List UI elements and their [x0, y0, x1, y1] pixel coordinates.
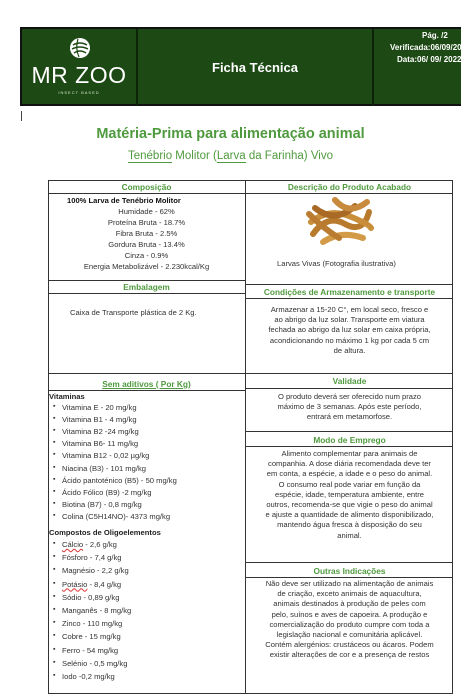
document-header — [20, 27, 471, 106]
vitamin-item: ▪ Vitamina E - 20 mg/kg — [62, 403, 137, 412]
row-divider — [48, 373, 453, 374]
section-heading: Composição — [121, 182, 172, 192]
composition-item: Energia Metabolizável - 2.230kcal/Kg — [83, 262, 210, 271]
composition-item: Fibra Bruta - 2.5% — [115, 229, 178, 238]
row-divider — [246, 431, 453, 432]
validity-text — [246, 392, 453, 423]
row-divider — [246, 298, 453, 299]
vitamin-item: ▪ Ácido Fólico (B9) -2 mg/kg — [62, 488, 151, 497]
usage-line: mantendo água fresca à disposição do seu — [277, 520, 422, 530]
section-heading: Modo de Emprego — [313, 435, 386, 445]
usage-line: outros, recomenda-se que vigie o peso do animal — [266, 500, 433, 510]
other-info-line: comercialização do produto cumpre com toda a — [269, 619, 430, 629]
row-divider — [246, 562, 453, 563]
other-info-line: de criação, exceto animais de aquacultura, — [277, 589, 422, 599]
usage-line: O consumo real pode variar em função da — [278, 479, 421, 489]
vitamin-item: ▪ Ácido pantoténico (B5) - 50 mg/kg — [62, 476, 177, 485]
row-divider — [48, 280, 245, 281]
trace-element-item: ▪ Iodo -0,2 mg/kg — [62, 672, 115, 681]
other-info-line: legislação nacional e comunitária aplicável. — [276, 630, 423, 640]
other-info-line: animais destinados à produção de peles com — [273, 599, 426, 609]
row-divider — [246, 577, 453, 578]
other-info-text — [246, 579, 453, 661]
usage-line: companhia. A dose diária recomendada deve ter — [268, 459, 431, 469]
composition-lead: 100% Larva de Tenébrio Molitor — [67, 196, 181, 205]
vitamin-item: ▪ Vitamina B12 - 0,02 µg/kg — [62, 451, 149, 460]
vitamins-label: Vitaminas — [49, 392, 85, 401]
storage-line: de altura. — [333, 345, 366, 355]
verified-date: Verificada:06/09/2022 — [390, 43, 471, 52]
section-heading: Validade — [332, 376, 367, 386]
logo-tagline: INSECT BASED — [58, 90, 100, 95]
logo-name: MR ZOO — [31, 62, 127, 88]
storage-line: acondicionando no máximo 1 kg por cada 5 cm — [269, 335, 430, 345]
subtitle-part: Larva — [216, 150, 246, 162]
row-divider — [246, 388, 453, 389]
storage-line: ao abrigo da luz solar. Transporte em viatura — [274, 315, 425, 325]
other-info-line: Não deve ser utilizado na alimentação de animais — [265, 579, 434, 588]
usage-line: e ajuste a quantidade de alimento disponibilizado, — [265, 510, 434, 520]
trace-element-item: ▪ Zinco - 110 mg/kg — [62, 619, 122, 628]
vitamin-item: ▪ Vitamina B6- 11 mg/kg — [62, 439, 138, 448]
other-info-line: existir alterações de cor e a presença de restos — [269, 650, 430, 660]
mealworm-photo — [305, 194, 375, 248]
row-divider — [246, 284, 453, 285]
trace-elements-label: Compostos de Oligoelementos — [49, 528, 161, 537]
validity-line: entrará em metamorfose. — [306, 412, 393, 422]
issue-date: Data:06/ 09/ 2022 — [397, 55, 462, 64]
usage-line: animal. — [337, 530, 362, 540]
vitamin-item: ▪ Biotina (B7) - 0,8 mg/kg — [62, 500, 142, 509]
storage-line: fechada ao abrigo da luz solar em caixa própria, — [268, 325, 431, 335]
other-info-line: Contém alergénios: crustáceos ou ácaros. Podem — [265, 640, 434, 650]
trace-element-item: ▪ Cálcio - 2,6 g/kg — [62, 540, 117, 549]
other-info-line: pelo, suínos e aves de capoeira. A produção e — [271, 609, 428, 619]
product-caption: Larvas Vivas (Fotografia ilustrativa) — [277, 259, 396, 268]
document-type: Ficha Técnica — [138, 29, 374, 106]
storage-line: Armazenar a 15-20 C°, em local seco, fresco e — [270, 305, 429, 314]
usage-line: Alimento complementar para animais de — [281, 449, 418, 458]
brand-logo — [22, 29, 138, 106]
trace-element-item: ▪ Selénio - 0,5 mg/kg — [62, 659, 127, 668]
row-divider — [48, 193, 453, 194]
composition-item: Humidade - 62% — [118, 207, 175, 216]
document-meta — [376, 29, 471, 107]
section-heading: Embalagem — [123, 282, 170, 292]
trace-element-item: ▪ Manganês - 8 mg/kg — [62, 606, 131, 615]
page-number: Pág. /2 — [422, 31, 448, 40]
trace-element-item: ▪ Cobre - 15 mg/kg — [62, 632, 121, 641]
usage-line: espécie, idade, temperatura ambiente, entre — [274, 489, 424, 499]
page-subtitle — [0, 150, 461, 162]
trace-element-item: ▪ Ferro - 54 mg/kg — [62, 646, 118, 655]
row-divider — [48, 390, 245, 391]
row-divider — [246, 446, 453, 447]
section-heading: Condições de Armazenamento e transporte — [263, 287, 436, 297]
row-divider — [48, 293, 245, 294]
composition-item: Cinza - 0.9% — [124, 251, 169, 260]
trace-element-item: ▪ Sódio - 0,89 g/kg — [62, 593, 119, 602]
vitamin-item: ▪ Niacina (B3) - 101 mg/kg — [62, 464, 146, 473]
vitamin-item: ▪ Colina (C5H14NO)- 4373 mg/kg — [62, 512, 170, 521]
trace-element-item: ▪ Potásio - 8,4 g/kg — [62, 580, 121, 589]
storage-text — [246, 305, 453, 356]
subtitle-part: Tenébrio — [127, 150, 173, 162]
usage-line: em conta, a espécie, a idade e o peso do animal. — [266, 469, 433, 479]
usage-text — [246, 449, 453, 541]
composition-item: Proteína Bruta - 18.7% — [107, 218, 186, 227]
subtitle-part: da Farinha) Vivo — [245, 150, 333, 162]
vitamin-item: ▪ Vitamina B1 - 4 mg/kg — [62, 415, 137, 424]
subtitle-part: Molitor ( — [172, 150, 217, 162]
trace-element-item: ▪ Magnésio - 2,2 g/kg — [62, 566, 129, 575]
globe-logo-icon — [69, 37, 91, 59]
composition-list — [48, 206, 245, 272]
validity-line: O produto deverá ser oferecido num prazo — [277, 392, 422, 401]
section-heading: Descrição do Produto Acabado — [287, 182, 412, 192]
page-title: Matéria-Prima para alimentação animal — [96, 126, 365, 142]
vitamin-item: ▪ Vitamina B2 -24 mg/kg — [62, 427, 139, 436]
misspelled-word: Potásio — [62, 579, 88, 589]
validity-line: máximo de 3 semanas. Após este período, — [277, 402, 422, 412]
section-heading: Sem aditivos ( Por Kg) — [102, 379, 191, 389]
trace-element-item: ▪ Fósforo - 7,4 g/kg — [62, 553, 122, 562]
composition-item: Gordura Bruta - 13.4% — [108, 240, 185, 249]
section-heading: Outras Indicações — [313, 566, 386, 576]
packaging-text: Caixa de Transporte plástica de 2 Kg. — [70, 308, 197, 317]
misspelled-word: Cálcio — [62, 540, 84, 549]
text-cursor — [21, 111, 22, 121]
